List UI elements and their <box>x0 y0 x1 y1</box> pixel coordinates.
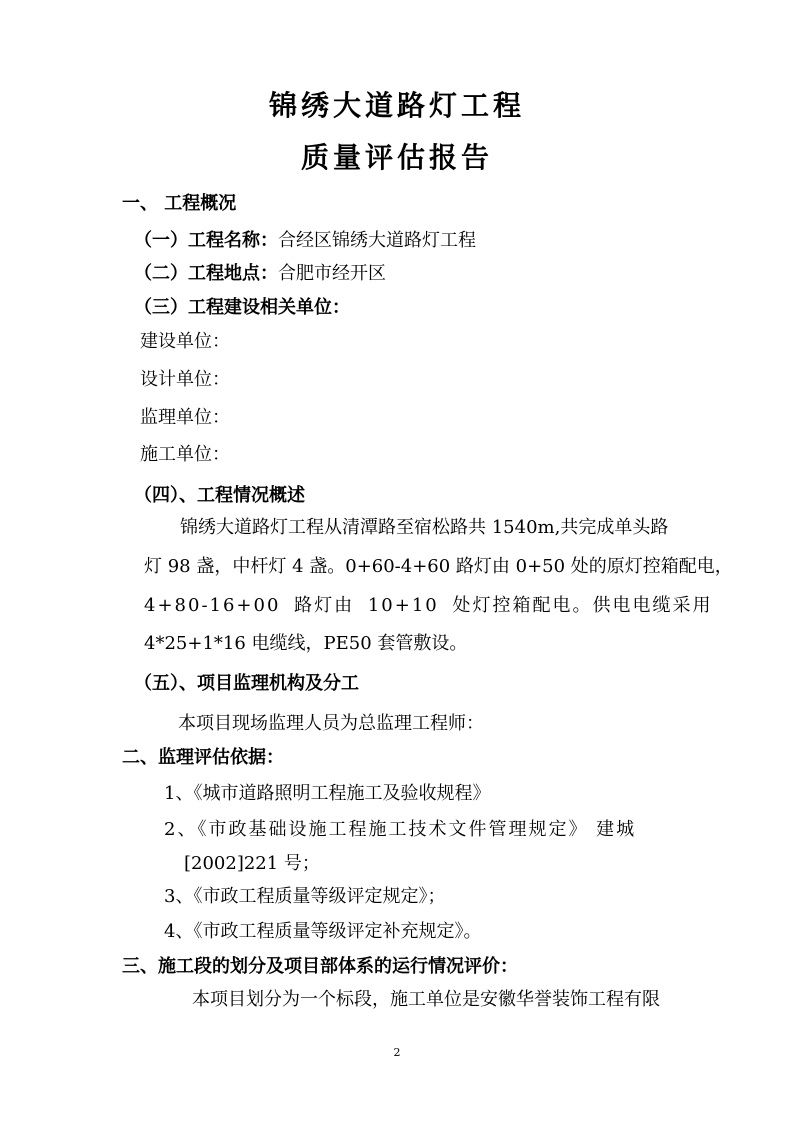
overview-line-1: 锦绣大道路灯工程从清潭路至宿松路共 1540m,共完成单头路 <box>180 517 669 538</box>
project-location-value: 合肥市经开区 <box>278 263 386 284</box>
unit-design: 设计单位： <box>140 369 230 390</box>
related-units-heading: （三）工程建设相关单位： <box>134 297 350 318</box>
basis-item-2: 2、《市政基础设施工程施工技术文件管理规定》 建城 <box>164 819 637 840</box>
org-text: 本项目现场监理人员为总监理工程师： <box>178 713 484 734</box>
unit-supervision: 监理单位： <box>140 407 230 428</box>
overview-heading: （四）、工程情况概述 <box>134 485 305 506</box>
unit-construction: 建设单位： <box>140 331 230 352</box>
basis-item-2-cont: [2002]221 号； <box>184 853 320 874</box>
overview-line-2: 灯 98 盏，中杆灯 4 盏。0+60-4+60 路灯由 0+50 处的原灯控箱配电， <box>144 556 733 577</box>
document-title-line2: 质量评估报告 <box>300 141 493 174</box>
project-name-value: 合经区锦绣大道路灯工程 <box>278 230 476 251</box>
project-location-row <box>134 262 386 286</box>
section2-heading: 二、监理评估依据： <box>122 747 284 768</box>
overview-line-3: 4+80-16+00 路灯由 10+10 处灯控箱配电。供电电缆采用 <box>144 595 713 616</box>
basis-item-3: 3、《市政工程质量等级评定规定》； <box>164 886 446 907</box>
document-title-line1: 锦绣大道路灯工程 <box>268 89 525 122</box>
basis-item-1: 1、《城市道路照明工程施工及验收规程》 <box>164 783 491 804</box>
basis-item-4: 4、《市政工程质量等级评定补充规定》。 <box>164 921 482 942</box>
project-name-row <box>134 229 476 253</box>
overview-line-4: 4*25+1*16 电缆线，PE50 套管敷设。 <box>144 633 468 654</box>
project-name-label: （一）工程名称： <box>134 230 278 251</box>
org-heading: （五）、项目监理机构及分工 <box>134 673 359 694</box>
section3-text: 本项目划分为一个标段，施工单位是安徽华誉装饰工程有限 <box>192 989 660 1010</box>
project-location-label: （二）工程地点： <box>134 263 278 284</box>
unit-contractor: 施工单位： <box>140 444 230 465</box>
section1-heading: 一、 工程概况 <box>122 193 237 214</box>
section3-heading: 三、施工段的划分及项目部体系的运行情况评价： <box>122 956 518 977</box>
page-number: 2 <box>393 1046 401 1059</box>
